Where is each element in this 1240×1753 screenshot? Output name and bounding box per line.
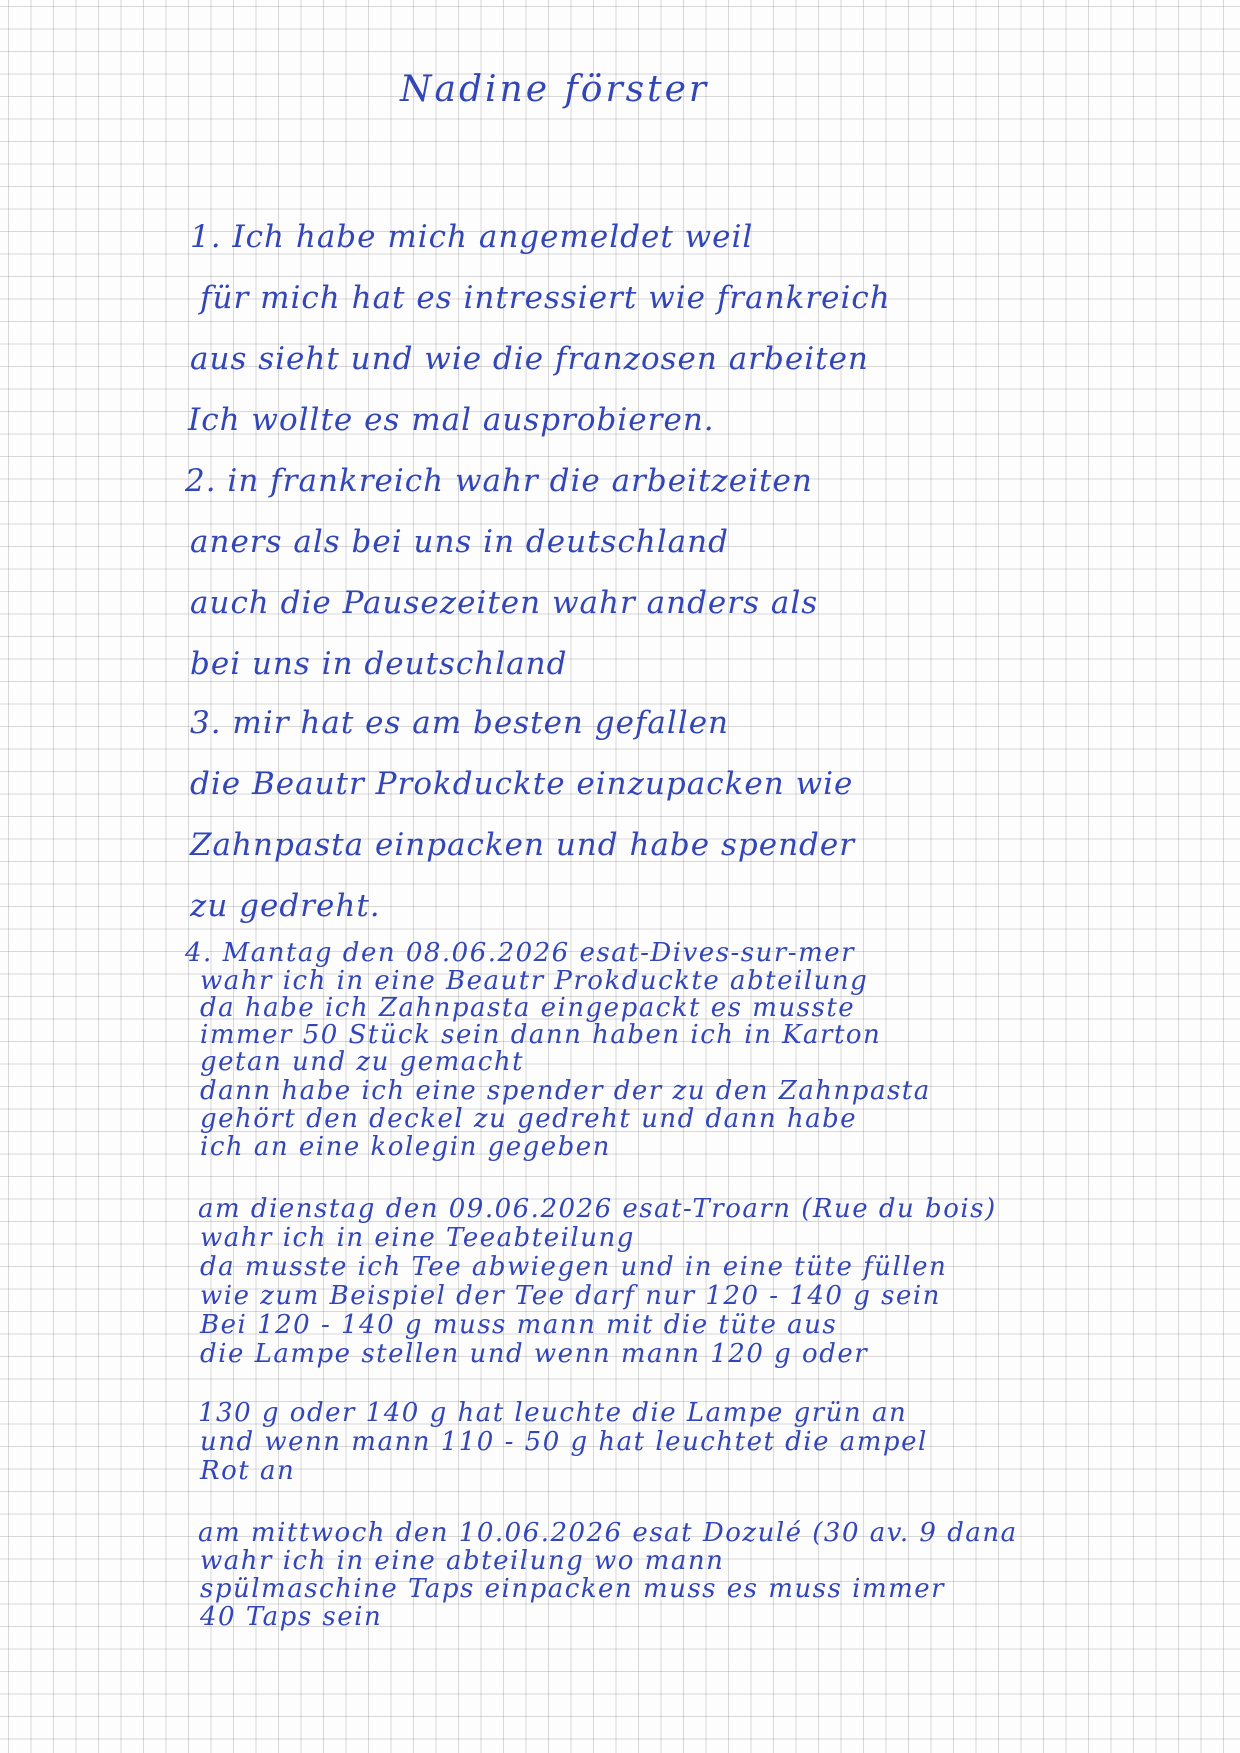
answer-2-line: auch die Pausezeiten wahr anders als	[190, 585, 819, 621]
answer-1-line: für mich hat es intressiert wie frankreich	[200, 280, 891, 316]
monday-line: da habe ich Zahnpasta eingepackt es musste	[200, 993, 856, 1023]
answer-3-line: 3. mir hat es am besten gefallen	[190, 705, 730, 741]
answer-2-line: aners als bei uns in deutschland	[190, 524, 729, 560]
monday-line: dann habe ich eine spender der zu den Zahnpasta	[200, 1076, 931, 1106]
wednesday-line: am mittwoch den 10.06.2026 esat Dozulé (30 av. 9 dana	[198, 1518, 1018, 1548]
monday-line: immer 50 Stück sein dann haben ich in Karton	[200, 1020, 882, 1050]
tuesday-line: wahr ich in eine Teeabteilung	[200, 1223, 635, 1253]
tuesday-line: 130 g oder 140 g hat leuchte die Lampe grün an	[198, 1398, 908, 1428]
monday-line: gehört den deckel zu gedreht und dann habe	[200, 1104, 858, 1134]
tuesday-line: und wenn mann 110 - 50 g hat leuchtet die ampel	[200, 1427, 928, 1457]
wednesday-line: spülmaschine Taps einpacken muss es muss immer	[200, 1574, 946, 1604]
monday-line: 4. Mantag den 08.06.2026 esat-Dives-sur-mer	[185, 938, 856, 968]
answer-3-line: die Beautr Prokduckte einzupacken wie	[190, 766, 854, 802]
tuesday-line: die Lampe stellen und wenn mann 120 g oder	[200, 1339, 869, 1369]
tuesday-line: am dienstag den 09.06.2026 esat-Troarn (Rue du bois)	[198, 1194, 997, 1224]
answer-1-line: 1. Ich habe mich angemeldet weil	[190, 219, 754, 255]
answer-3-line: zu gedreht.	[190, 888, 381, 924]
tuesday-line: Bei 120 - 140 g muss mann mit die tüte aus	[200, 1310, 838, 1340]
wednesday-line: wahr ich in eine abteilung wo mann	[200, 1546, 725, 1576]
monday-line: wahr ich in eine Beautr Prokduckte abteilung	[200, 966, 869, 996]
author-name: Nadine förster	[400, 69, 710, 110]
tuesday-line: Rot an	[200, 1456, 296, 1486]
tuesday-line: da musste ich Tee abwiegen und in eine tüte füllen	[200, 1252, 948, 1282]
answer-1-line: Ich wollte es mal ausprobieren.	[188, 402, 715, 438]
tuesday-line: wie zum Beispiel der Tee darf nur 120 - 140 g sein	[200, 1281, 941, 1311]
answer-2-line: 2. in frankreich wahr die arbeitzeiten	[185, 463, 813, 499]
monday-line: getan und zu gemacht	[200, 1047, 525, 1077]
monday-line: ich an eine kolegin gegeben	[200, 1132, 611, 1162]
wednesday-line: 40 Taps sein	[200, 1602, 383, 1632]
answer-3-line: Zahnpasta einpacken und habe spender	[190, 827, 856, 863]
answer-2-line: bei uns in deutschland	[190, 646, 568, 682]
answer-1-line: aus sieht und wie die franzosen arbeiten	[190, 341, 869, 377]
